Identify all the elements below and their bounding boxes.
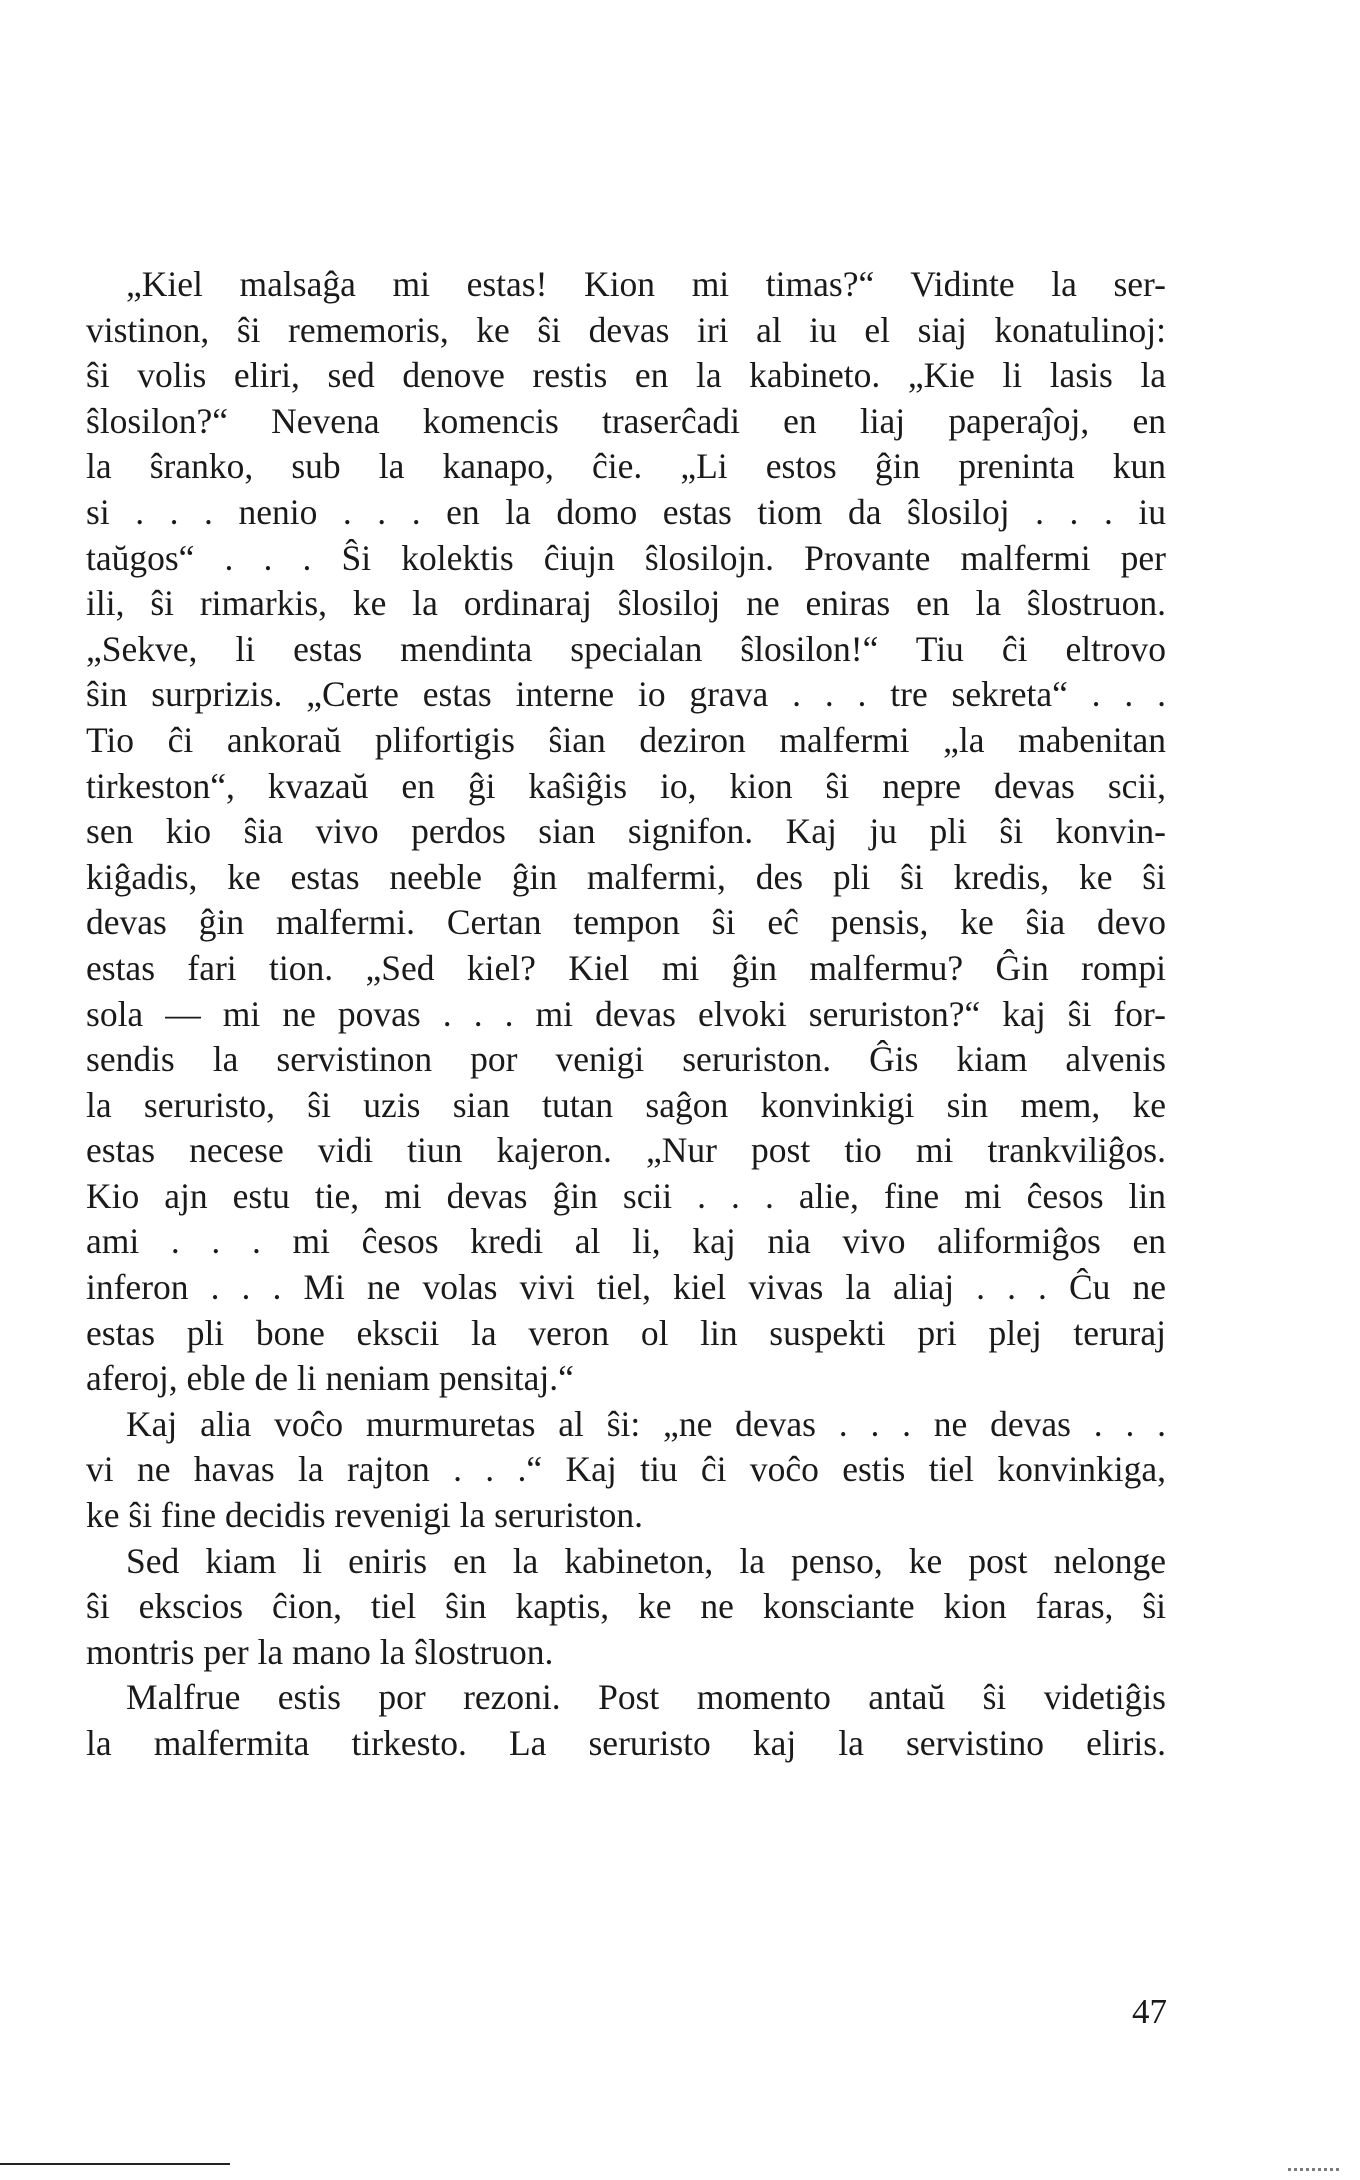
text-line: ŝi volis eliri, sed denove restis en la kabineto. „Kie li lasis la xyxy=(86,355,1166,396)
scan-speck xyxy=(1288,2168,1342,2171)
text-line: „Kiel malsaĝa mi estas! Kion mi timas?“ Vidinte la ser- xyxy=(126,264,1166,304)
text-line: ŝi ekscios ĉion, tiel ŝin kaptis, ke ne konsciante kion faras, ŝi xyxy=(86,1586,1166,1627)
text-line: sola — mi ne povas . . . mi devas elvoki seruriston?“ kaj ŝi for- xyxy=(86,993,1166,1034)
text-line: montris per la mano la ŝlostruon. xyxy=(86,1631,554,1672)
text-line: Tio ĉi ankoraŭ plifortigis ŝian deziron malfermi „la mabenitan xyxy=(86,719,1166,760)
text-line: estas fari tion. „Sed kiel? Kiel mi ĝin malfermu? Ĝin rompi xyxy=(86,947,1166,988)
text-line: sendis la servistinon por venigi seruriston. Ĝis kiam alvenis xyxy=(86,1039,1166,1080)
text-line: ŝlosilon?“ Nevena komencis traserĉadi en liaj paperaĵoj, en xyxy=(86,400,1166,441)
text-line: inferon . . . Mi ne volas vivi tiel, kiel vivas la aliaj . . . Ĉu ne xyxy=(86,1267,1166,1308)
text-line: aferoj, eble de li neniam pensitaj.“ xyxy=(86,1358,574,1399)
text-line: „Sekve, li estas mendinta specialan ŝlosilon!“ Tiu ĉi eltrovo xyxy=(86,628,1166,669)
text-line: vistinon, ŝi rememoris, ke ŝi devas iri al iu el siaj konatulinoj: xyxy=(86,309,1166,350)
text-line: la malfermita tirkesto. La seruristo kaj la servistino eliris. xyxy=(86,1723,1166,1763)
text-line: ŝin surprizis. „Certe estas interne io grava . . . tre sekreta“ . . . xyxy=(86,674,1166,715)
text-line: la ŝranko, sub la kanapo, ĉie. „Li estos ĝin preninta kun xyxy=(86,446,1166,487)
text-line: ke ŝi fine decidis revenigi la seruriston. xyxy=(86,1495,643,1536)
text-line: ami . . . mi ĉesos kredi al li, kaj nia vivo aliformiĝos en xyxy=(86,1221,1166,1262)
text-line: Kio ajn estu tie, mi devas ĝin scii . . . alie, fine mi ĉesos lin xyxy=(86,1175,1166,1216)
bottom-edge-rule xyxy=(0,2163,230,2165)
text-line: Sed kiam li eniris en la kabineton, la penso, ke post nelonge xyxy=(126,1540,1166,1581)
text-line: estas pli bone ekscii la veron ol lin suspekti pri plej teruraj xyxy=(86,1312,1166,1353)
text-line: tirkeston“, kvazaŭ en ĝi kaŝiĝis io, kion ŝi nepre devas scii, xyxy=(86,765,1166,806)
page-body-text xyxy=(86,262,1166,1767)
text-line: la seruristo, ŝi uzis sian tutan saĝon konvinkigi sin mem, ke xyxy=(86,1084,1166,1125)
text-line: ili, ŝi rimarkis, ke la ordinaraj ŝlosiloj ne eniras en la ŝlostruon. xyxy=(86,583,1166,624)
text-line: devas ĝin malfermi. Certan tempon ŝi eĉ pensis, ke ŝia devo xyxy=(86,902,1166,943)
text-line: Malfrue estis por rezoni. Post momento antaŭ ŝi videtiĝis xyxy=(126,1677,1166,1718)
text-line: kiĝadis, ke estas neeble ĝin malfermi, des pli ŝi kredis, ke ŝi xyxy=(86,856,1166,897)
text-line: Kaj alia voĉo murmuretas al ŝi: „ne devas . . . ne devas . . . xyxy=(126,1403,1166,1444)
page-number: 47 xyxy=(1132,1992,1167,2031)
text-line: estas necese vidi tiun kajeron. „Nur post tio mi trankviliĝos. xyxy=(86,1130,1166,1171)
text-line: si . . . nenio . . . en la domo estas tiom da ŝlosiloj . . . iu xyxy=(86,491,1166,532)
text-line: sen kio ŝia vivo perdos sian signifon. Kaj ju pli ŝi konvin- xyxy=(86,811,1166,852)
text-line: vi ne havas la rajton . . .“ Kaj tiu ĉi voĉo estis tiel konvinkiga, xyxy=(86,1449,1166,1490)
text-line: taŭgos“ . . . Ŝi kolektis ĉiujn ŝlosilojn. Provante malfermi per xyxy=(86,537,1166,578)
